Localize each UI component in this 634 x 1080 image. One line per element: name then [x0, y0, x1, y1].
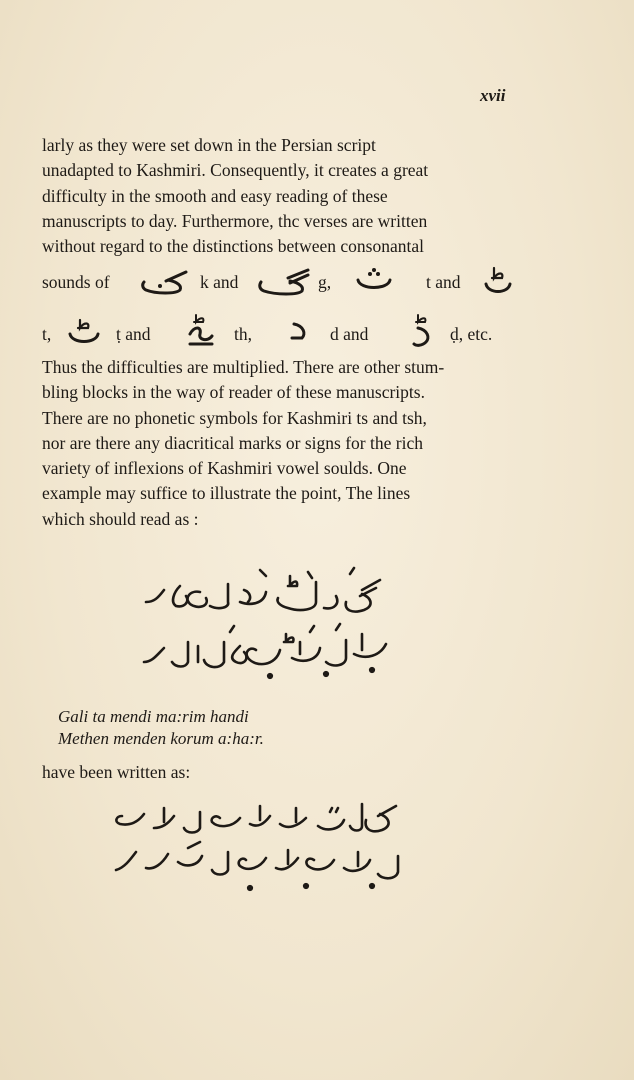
th-label: th,	[234, 324, 252, 344]
consonant-line-1	[42, 266, 520, 298]
text-line: larly as they were set down in the Persian script	[42, 135, 376, 155]
text-line: variety of inflexions of Kashmiri vowel soulds. One	[42, 458, 407, 479]
page-number: xvii	[480, 86, 506, 105]
handwritten-verse-manuscript	[100, 798, 400, 898]
text-line: unadapted to Kashmiri. Consequently, it creates a great	[42, 160, 429, 181]
te-small-tah-glyph	[480, 264, 516, 298]
text-line: difficulty in the smooth and easy reading of these	[42, 185, 388, 206]
transliteration-line: Methen menden korum a:ha:r.	[58, 729, 264, 748]
paragraph-2	[42, 355, 514, 532]
ddal-letter-glyph	[408, 312, 436, 352]
d-retroflex-label: ḍ, etc.	[450, 324, 493, 344]
tte-letter-glyph	[66, 316, 102, 348]
written-as-label: have been written as:	[42, 762, 191, 782]
kaf-letter-glyph	[138, 268, 190, 298]
dal-letter-glyph	[286, 318, 312, 346]
t-label: t and	[426, 272, 461, 292]
transliteration-block	[58, 706, 264, 750]
text-line: manuscripts to day. Furthermore, thc verses are written	[42, 210, 428, 231]
g-label: g,	[318, 272, 332, 292]
t-label: t,	[42, 324, 52, 344]
text-line: Thus the difficulties are multiplied. There are other stum-	[42, 357, 445, 377]
te-letter-glyph	[354, 268, 394, 296]
text-line: without regard to the distinctions between consonantal	[42, 236, 424, 257]
text-line: which should read as :	[42, 508, 199, 529]
text-line: bling blocks in the way of reader of these manuscripts.	[42, 382, 425, 403]
text-line: example may suffice to illustrate the point, The lines	[42, 483, 411, 504]
text-line: nor are there any diacritical marks or signs for the rich	[42, 432, 423, 453]
consonant-line-2	[42, 318, 520, 350]
text-line: There are no phonetic symbols for Kashmiri ts and tsh,	[42, 407, 427, 428]
t-retroflex-label: ṭ and	[116, 324, 151, 344]
d-label: d and	[330, 324, 369, 344]
sounds-of-label: sounds of	[42, 272, 110, 292]
gaf-letter-glyph	[254, 266, 312, 298]
tthe-letter-glyph	[186, 312, 216, 350]
paragraph-1	[42, 133, 514, 259]
handwritten-verse-correct	[140, 562, 400, 692]
transliteration-line: Gali ta mendi ma:rim handi	[58, 707, 249, 726]
k-label: k and	[200, 272, 239, 292]
